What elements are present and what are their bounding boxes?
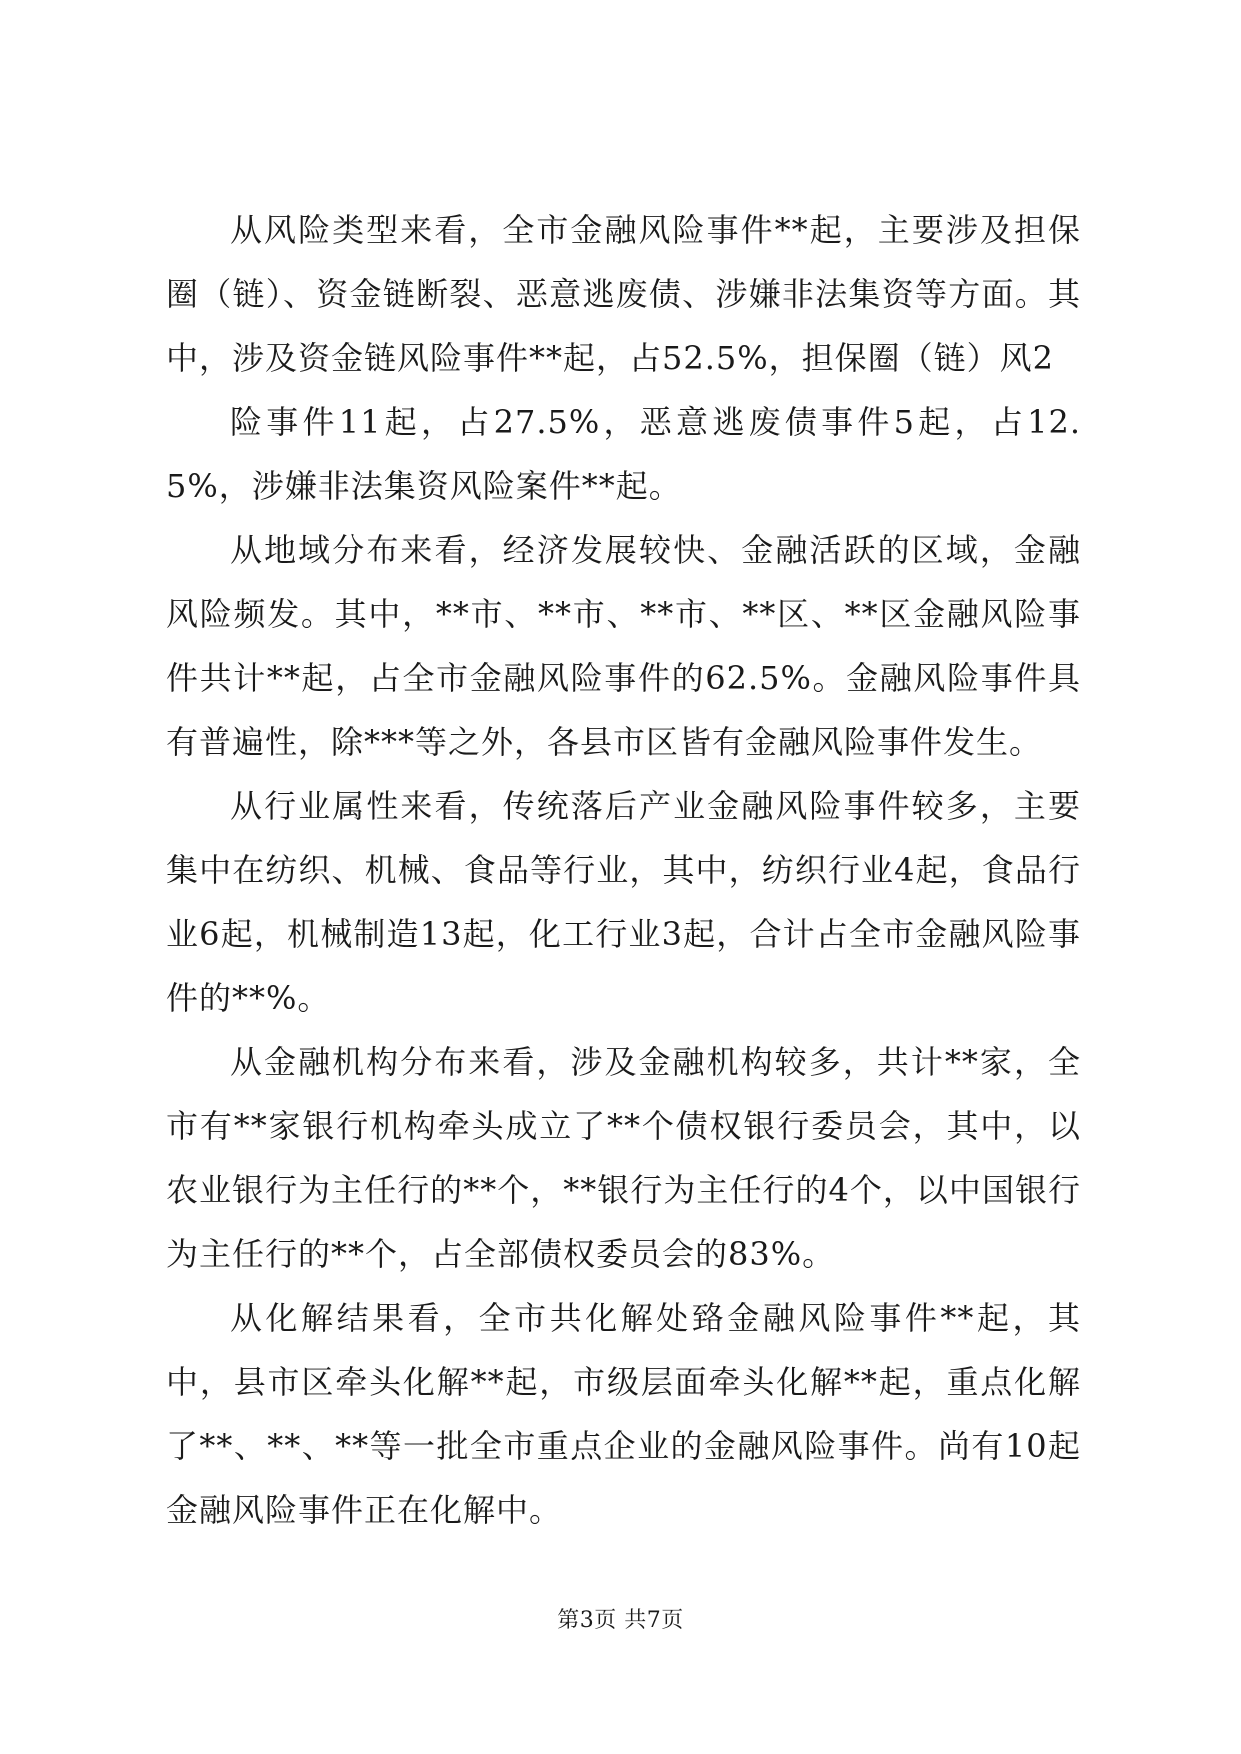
paragraph-resolution-results: 从化解结果看，全市共化解处臵金融风险事件**起，其中，县市区牵头化解**起，市级层面牵头化解**起，重点化解了**、**、**等一批全市重点企业的金融风险事件。尚有10起金融风险事件正在化解中。 [166, 1299, 1081, 1529]
paragraph-risk-type: 从风险类型来看，全市金融风险事件**起，主要涉及担保圈（链）、资金链断裂、恶意逃废债、涉嫌非法集资等方面。其中，涉及资金链风险事件**起，占52.5%，担保圈（链）风2 [166, 211, 1081, 377]
paragraph-industry-attribute: 从行业属性来看，传统落后产业金融风险事件较多，主要集中在纺织、机械、食品等行业，其中，纺织行业4起，食品行业6起，机械制造13起，化工行业3起，合计占全市金融风险事件的**%。 [166, 787, 1081, 1017]
paragraph-region-distribution: 从地域分布来看，经济发展较快、金融活跃的区域，金融风险频发。其中，**市、**市、**市、**区、**区金融风险事件共计**起，占全市金融风险事件的62.5%。金融风险事件具有普遍性，除***等之外，各县市区皆有金融风险事件发生。 [166, 531, 1081, 761]
document-body [166, 198, 1081, 1542]
paragraph-financial-institutions: 从金融机构分布来看，涉及金融机构较多，共计**家，全市有**家银行机构牵头成立了**个债权银行委员会，其中，以农业银行为主任行的**个，**银行为主任行的4个，以中国银行为主任行的**个，占全部债权委员会的83%。 [166, 1043, 1081, 1273]
page-number-footer: 第3页 共7页 [557, 1608, 684, 1633]
paragraph-risk-type-continued: 险事件11起，占27.5%，恶意逃废债事件5起，占12.5%，涉嫌非法集资风险案件**起。 [166, 403, 1081, 505]
